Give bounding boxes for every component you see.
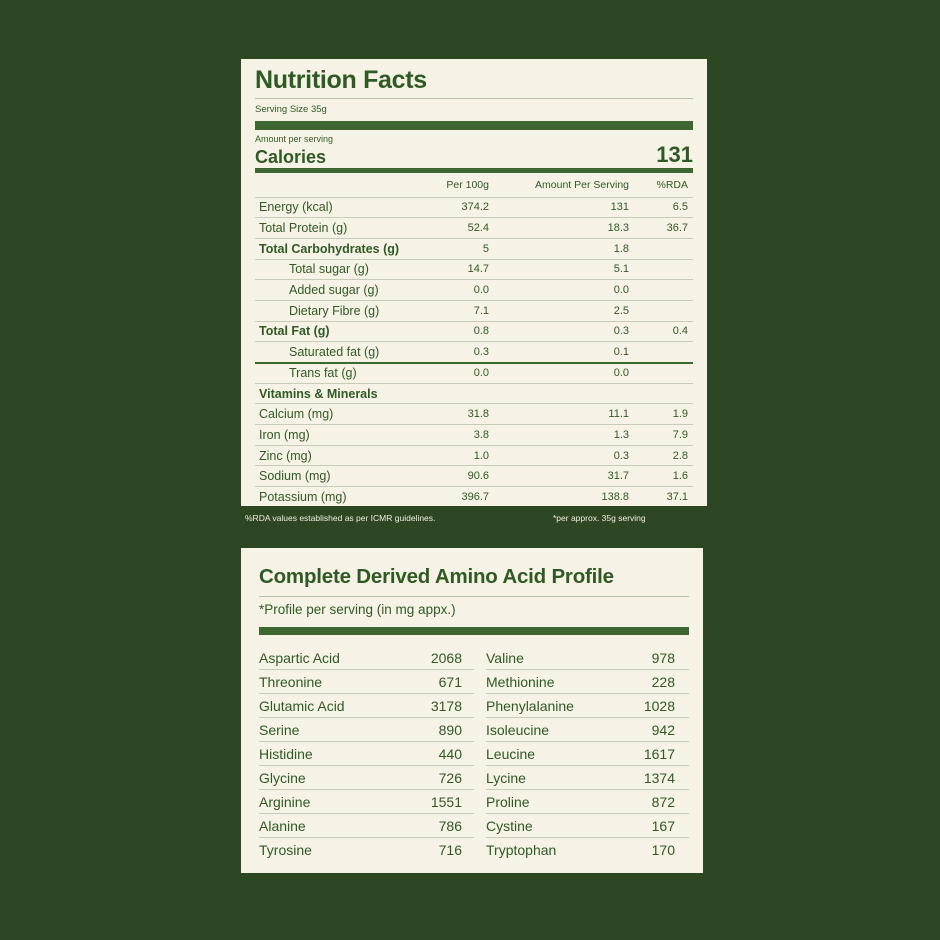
per-100g-value: 3.8 <box>443 425 489 446</box>
nutrition-facts-panel <box>241 59 707 506</box>
nutrition-row <box>255 425 693 446</box>
amino-value: 1551 <box>430 793 462 810</box>
header-rda: %RDA <box>656 178 688 191</box>
amino-row <box>486 742 689 766</box>
amino-value: 228 <box>651 673 675 690</box>
rda-value: 1.6 <box>629 466 693 487</box>
per-100g-value: 396.7 <box>443 487 489 508</box>
divider-bar <box>259 627 689 635</box>
nutrient-name: Iron (mg) <box>255 425 443 446</box>
amino-row <box>486 670 689 694</box>
nutrition-row <box>255 280 693 301</box>
header-per-serving: Amount Per Serving <box>535 178 629 191</box>
amino-value: 942 <box>651 721 675 738</box>
per-serving-value: 0.1 <box>489 342 629 363</box>
rda-value: 37.1 <box>629 487 693 508</box>
nutrition-row <box>255 300 693 321</box>
nutrition-row <box>255 363 693 384</box>
amino-value: 671 <box>438 673 462 690</box>
nutrition-table-header <box>255 173 693 197</box>
per-serving-value: 0.0 <box>489 280 629 301</box>
header-nutrient <box>255 173 443 197</box>
rda-value: 7.9 <box>629 425 693 446</box>
per-serving-value: 138.8 <box>489 487 629 508</box>
amino-column-left <box>259 646 480 862</box>
nutrient-name: Sodium (mg) <box>255 466 443 487</box>
amino-row <box>486 718 689 742</box>
nutrient-name: Calcium (mg) <box>255 404 443 425</box>
per-serving-value: 1.8 <box>489 238 629 259</box>
amino-value: 786 <box>438 817 462 834</box>
amino-row <box>259 766 474 790</box>
per-100g-value: 7.1 <box>443 300 489 321</box>
amino-name: Glycine <box>259 769 306 786</box>
amino-name: Arginine <box>259 793 311 810</box>
calories-row <box>255 144 693 166</box>
per-100g-value: 52.4 <box>443 218 489 239</box>
amino-name: Alanine <box>259 817 306 834</box>
amount-per-serving-label: Amount per serving <box>255 134 334 144</box>
amino-row <box>486 694 689 718</box>
per-100g-value: 0.0 <box>443 280 489 301</box>
per-100g-value: 0.0 <box>443 363 489 384</box>
nutrient-name: Saturated fat (g) <box>255 342 443 363</box>
nutrient-name: Vitamins & Minerals <box>255 383 443 404</box>
nutrition-row <box>255 197 693 218</box>
per-100g-value: 374.2 <box>443 197 489 218</box>
per-serving-value: 11.1 <box>489 404 629 425</box>
nutrition-row <box>255 342 693 363</box>
amino-name: Threonine <box>259 673 323 690</box>
amino-value: 726 <box>438 769 462 786</box>
per-100g-value: 14.7 <box>443 259 489 280</box>
amino-name: Valine <box>486 649 524 666</box>
serving-footnote: *per approx. 35g serving <box>553 513 646 523</box>
amino-value: 167 <box>651 817 675 834</box>
amino-row <box>259 718 474 742</box>
amino-name: Leucine <box>486 745 536 762</box>
nutrient-name: Total sugar (g) <box>255 259 443 280</box>
amino-name: Glutamic Acid <box>259 697 345 714</box>
rda-value <box>629 383 693 404</box>
nutrient-name: Energy (kcal) <box>255 197 443 218</box>
per-serving-value: 31.7 <box>489 466 629 487</box>
amino-row <box>259 814 474 838</box>
per-serving-value: 131 <box>489 197 629 218</box>
per-100g-value <box>443 383 489 404</box>
rda-value <box>629 363 693 384</box>
amino-name: Serine <box>259 721 300 738</box>
serving-size: Serving Size 35g <box>255 104 327 115</box>
calories-value: 131 <box>656 142 693 167</box>
amino-column-right <box>480 646 689 862</box>
amino-grid <box>259 646 689 862</box>
amino-row <box>259 670 474 694</box>
amino-value: 1028 <box>643 697 675 714</box>
amino-value: 872 <box>651 793 675 810</box>
per-100g-value: 1.0 <box>443 445 489 466</box>
amino-title: Complete Derived Amino Acid Profile <box>259 565 614 588</box>
nutrition-row <box>255 218 693 239</box>
amino-name: Phenylalanine <box>486 697 574 714</box>
nutrition-row <box>255 487 693 508</box>
amino-value: 716 <box>438 842 462 858</box>
nutrition-title: Nutrition Facts <box>255 66 427 94</box>
rda-footnote: %RDA values established as per ICMR guidelines. <box>245 513 436 523</box>
nutrient-name: Zinc (mg) <box>255 445 443 466</box>
nutrition-row <box>255 445 693 466</box>
rda-value: 2.8 <box>629 445 693 466</box>
nutrient-name: Total Carbohydrates (g) <box>255 238 443 259</box>
amino-value: 440 <box>438 745 462 762</box>
amino-name: Tyrosine <box>259 842 312 858</box>
nutrient-name: Trans fat (g) <box>255 363 443 384</box>
per-100g-value: 90.6 <box>443 466 489 487</box>
amino-name: Aspartic Acid <box>259 649 340 666</box>
calories-label: Calories <box>255 147 327 167</box>
divider <box>259 596 689 597</box>
amino-value: 1617 <box>643 745 675 762</box>
amino-name: Tryptophan <box>486 842 557 858</box>
rda-value: 6.5 <box>629 197 693 218</box>
amino-value: 3178 <box>430 697 462 714</box>
nutrient-name: Total Fat (g) <box>255 321 443 342</box>
amino-name: Proline <box>486 793 530 810</box>
per-100g-value: 0.3 <box>443 342 489 363</box>
per-100g-value: 5 <box>443 238 489 259</box>
amino-row <box>259 742 474 766</box>
rda-value <box>629 300 693 321</box>
per-serving-value: 1.3 <box>489 425 629 446</box>
nutrition-row <box>255 259 693 280</box>
amino-row <box>486 790 689 814</box>
nutrition-row <box>255 238 693 259</box>
nutrient-name: Total Protein (g) <box>255 218 443 239</box>
rda-value: 0.4 <box>629 321 693 342</box>
nutrition-row <box>255 321 693 342</box>
amino-acid-panel <box>241 548 703 873</box>
rda-value: 1.9 <box>629 404 693 425</box>
per-serving-value <box>489 383 629 404</box>
amino-name: Lycine <box>486 769 526 786</box>
per-100g-value: 0.8 <box>443 321 489 342</box>
per-serving-value: 0.3 <box>489 445 629 466</box>
per-serving-value: 5.1 <box>489 259 629 280</box>
nutrition-row <box>255 383 693 404</box>
amino-row <box>259 646 474 670</box>
amino-row <box>259 838 474 862</box>
divider-bar <box>255 121 693 130</box>
rda-value <box>629 280 693 301</box>
rda-value: 36.7 <box>629 218 693 239</box>
amino-row <box>259 790 474 814</box>
divider <box>255 98 693 99</box>
per-serving-value: 2.5 <box>489 300 629 321</box>
amino-row <box>486 766 689 790</box>
amino-name: Histidine <box>259 745 313 762</box>
rda-value <box>629 259 693 280</box>
nutrient-name: Added sugar (g) <box>255 280 443 301</box>
amino-row <box>486 646 689 670</box>
per-100g-value: 31.8 <box>443 404 489 425</box>
nutrient-name: Dietary Fibre (g) <box>255 300 443 321</box>
amino-value: 2068 <box>430 649 462 666</box>
header-per-100g: Per 100g <box>446 178 489 191</box>
rda-value <box>629 342 693 363</box>
per-serving-value: 0.0 <box>489 363 629 384</box>
per-serving-value: 18.3 <box>489 218 629 239</box>
amino-row <box>486 814 689 838</box>
amino-name: Isoleucine <box>486 721 550 738</box>
nutrition-row <box>255 404 693 425</box>
amino-row <box>486 838 689 862</box>
rda-value <box>629 238 693 259</box>
amino-value: 890 <box>438 721 462 738</box>
nutrition-row <box>255 466 693 487</box>
amino-value: 170 <box>651 842 675 858</box>
nutrition-table <box>255 173 693 507</box>
per-serving-value: 0.3 <box>489 321 629 342</box>
amino-name: Cystine <box>486 817 533 834</box>
amino-name: Methionine <box>486 673 555 690</box>
amino-subtitle: *Profile per serving (in mg appx.) <box>259 602 456 617</box>
amino-row <box>259 694 474 718</box>
amino-value: 978 <box>651 649 675 666</box>
nutrient-name: Potassium (mg) <box>255 487 443 508</box>
amino-value: 1374 <box>643 769 675 786</box>
